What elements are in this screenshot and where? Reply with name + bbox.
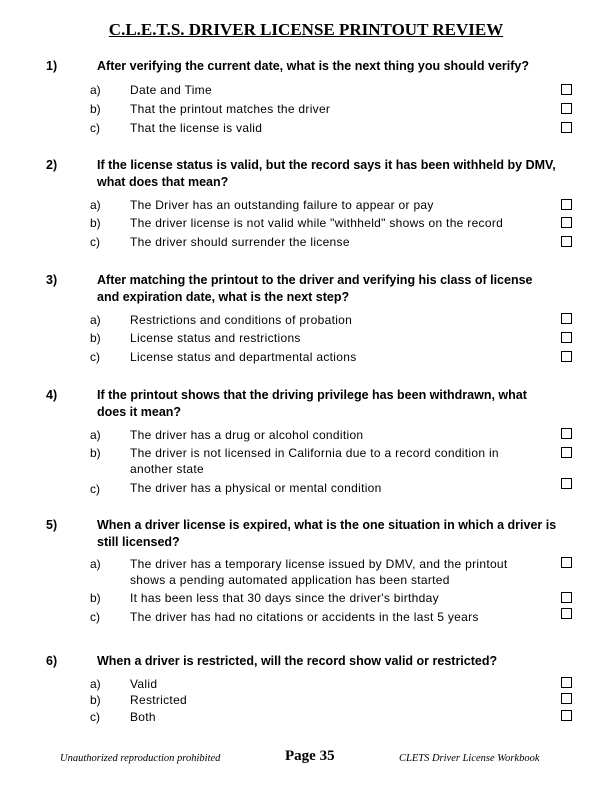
question-1-option-a: Date and Time — [130, 83, 212, 97]
question-3-number: 3) — [46, 273, 58, 287]
question-1-text: After verifying the current date, what is the next thing you should verify? — [97, 59, 530, 73]
question-6-option-a-letter: a) — [90, 677, 101, 691]
question-5-option-b-letter: b) — [90, 591, 101, 605]
question-4-option-c-letter: c) — [90, 482, 100, 496]
question-3-option-a-letter: a) — [90, 313, 101, 327]
question-5-text: When a driver license is expired, what is the one situation in which a driver is still licensed? — [97, 518, 557, 549]
question-3-option-c-checkbox[interactable] — [561, 351, 572, 362]
question-2-option-b-letter: b) — [90, 216, 101, 230]
question-3-option-a-checkbox[interactable] — [561, 313, 572, 324]
question-4-option-a-checkbox[interactable] — [561, 428, 572, 439]
question-2-option-a-letter: a) — [90, 198, 101, 212]
question-3-option-c-letter: c) — [90, 350, 100, 364]
question-6-option-a: Valid — [130, 677, 158, 691]
question-3-option-c: License status and departmental actions — [130, 350, 357, 364]
page-title: C.L.E.T.S. DRIVER LICENSE PRINTOUT REVIEW — [108, 20, 504, 39]
question-3-option-b-letter: b) — [90, 331, 101, 345]
question-5-option-b: It has been less that 30 days since the driver's birthday — [130, 591, 439, 605]
question-1-number: 1) — [46, 59, 58, 73]
question-6-text: When a driver is restricted, will the record show valid or restricted? — [97, 654, 498, 668]
question-4-option-b: The driver is not licensed in California due to a record condition in another state — [130, 446, 499, 476]
question-5-option-a-letter: a) — [90, 557, 101, 571]
question-6-option-a-checkbox[interactable] — [561, 677, 572, 688]
question-1-option-b-checkbox[interactable] — [561, 103, 572, 114]
question-2-number: 2) — [46, 158, 58, 172]
question-4-number: 4) — [46, 388, 58, 402]
question-5-option-a: The driver has a temporary license issued by DMV, and the printout shows a pending automated application has been started — [130, 557, 508, 587]
question-6-number: 6) — [46, 654, 58, 668]
question-2-option-b: The driver license is not valid while "withheld" shows on the record — [130, 216, 504, 230]
question-3-text: After matching the printout to the driver and verifying his class of license and expiration date, what is the next step? — [97, 273, 533, 304]
question-4-option-c: The driver has a physical or mental condition — [130, 481, 382, 495]
question-4-option-b-checkbox[interactable] — [561, 447, 572, 458]
question-1-option-c-letter: c) — [90, 121, 100, 135]
question-2-option-a: The Driver has an outstanding failure to appear or pay — [130, 198, 434, 212]
question-2-option-c-checkbox[interactable] — [561, 236, 572, 247]
question-5-option-b-checkbox[interactable] — [561, 592, 572, 603]
footer-workbook-title: CLETS Driver License Workbook — [399, 753, 540, 764]
question-6-option-b-checkbox[interactable] — [561, 693, 572, 704]
question-6-option-c-letter: c) — [90, 710, 100, 724]
question-5-number: 5) — [46, 518, 58, 532]
question-2-text: If the license status is valid, but the record says it has been withheld by DMV, what does that mean? — [97, 158, 556, 189]
question-1-option-a-letter: a) — [90, 83, 101, 97]
question-5-option-c: The driver has had no citations or accidents in the last 5 years — [130, 610, 479, 624]
question-3-option-b: License status and restrictions — [130, 331, 301, 345]
question-3-option-a: Restrictions and conditions of probation — [130, 313, 353, 327]
question-6-option-c-checkbox[interactable] — [561, 710, 572, 721]
question-2-option-a-checkbox[interactable] — [561, 199, 572, 210]
question-5-option-c-checkbox[interactable] — [561, 608, 572, 619]
question-2-option-c-letter: c) — [90, 235, 100, 249]
question-1-option-a-checkbox[interactable] — [561, 84, 572, 95]
question-4-option-b-letter: b) — [90, 446, 101, 460]
question-6-option-b-letter: b) — [90, 693, 101, 707]
question-5-option-a-checkbox[interactable] — [561, 557, 572, 568]
question-2-option-c: The driver should surrender the license — [130, 235, 350, 249]
question-3-option-b-checkbox[interactable] — [561, 332, 572, 343]
question-2-option-b-checkbox[interactable] — [561, 217, 572, 228]
question-4-text: If the printout shows that the driving privilege has been withdrawn, what does it mean? — [97, 388, 527, 419]
question-5-option-c-letter: c) — [90, 610, 100, 624]
question-4-option-a: The driver has a drug or alcohol condition — [130, 428, 364, 442]
question-4-option-a-letter: a) — [90, 428, 101, 442]
question-1-option-c-checkbox[interactable] — [561, 122, 572, 133]
question-1-option-b-letter: b) — [90, 102, 101, 116]
question-6-option-c: Both — [130, 710, 156, 724]
question-1-option-c: That the license is valid — [130, 121, 263, 135]
footer-page-number: Page 35 — [285, 748, 335, 764]
question-4-option-c-checkbox[interactable] — [561, 478, 572, 489]
question-6-option-b: Restricted — [130, 693, 188, 707]
question-1-option-b: That the printout matches the driver — [130, 102, 331, 116]
footer-copyright: Unauthorized reproduction prohibited — [60, 753, 221, 764]
